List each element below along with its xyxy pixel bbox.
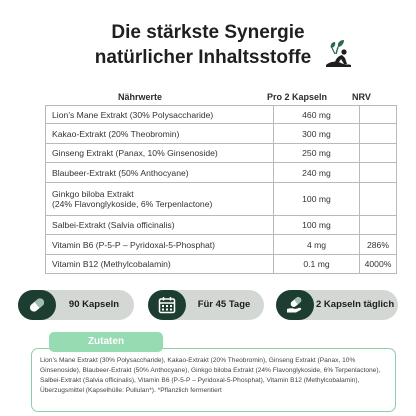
row-amount: 300 mg [274,124,360,144]
table-row [46,106,397,124]
badge-daily-dose [276,290,398,320]
row-nrv [360,144,397,163]
row-name [46,183,274,216]
row-name: Vitamin B6 (P-5-P – Pyridoxal-5-Phosphat) [46,235,274,255]
row-name: Salbei-Extrakt (Salvia officinalis) [46,216,274,235]
badge-label: Für 45 Tage [197,299,251,310]
ingredients-text: Lion’s Mane Extrakt (30% Polysaccharide), Kakao-Extrakt (20% Theobromin), Ginseng Extrakt (Panax, 10% Ginsenoside), Blaubeer-Extrakt (50% Anthocyane), Ginkgo biloba Extrakt (24% Flavonglykoside, 6% Terpenlactone), Salbei-Extrakt (Salvia officinalis), Vitamin B6 (P-5-P – Pyridoxal-5-Phosphat), Vitamin B12 (Methylcobalamin), Überzugsmittel (Kapselhülle: Pullulan*). *Pflanzlich fermentiert [40,357,381,394]
row-nrv [360,216,397,235]
badge-duration [148,290,264,320]
headline-line-1: Die stärkste Synergie [111,22,305,43]
row-amount: 460 mg [274,106,360,124]
table-row [46,216,397,235]
row-name-line-2: (24% Flavonglykoside, 6% Terpenlactone) [52,199,213,209]
capsule-icon [27,295,47,315]
row-name: Blaubeer-Extrakt (50% Anthocyane) [46,163,274,183]
row-name-line-1: Ginkgo biloba Extrakt [52,189,134,199]
row-nrv [360,163,397,183]
table-row [46,235,397,255]
row-nrv: 286% [360,235,397,255]
capsule-in-hand-icon [285,295,305,315]
row-nrv: 4000% [360,255,397,274]
headline-line-2: natürlicher Inhaltsstoffe [94,47,312,68]
row-amount: 240 mg [274,163,360,183]
row-nrv [360,183,397,216]
badge-label: 2 Kapseln täglich [316,299,395,310]
calendar-icon [157,295,177,315]
row-amount: 250 mg [274,144,360,163]
column-header-pro-2-kapseln: Pro 2 Kapseln [267,92,328,102]
row-nrv [360,106,397,124]
column-header-nrv: NRV [352,92,371,102]
nutrition-table [45,105,397,274]
table-row [46,183,397,216]
row-amount: 100 mg [274,183,360,216]
row-name: Vitamin B12 (Methylcobalamin) [46,255,274,274]
ingredients-title: Zutaten [49,332,163,352]
table-row [46,255,397,274]
row-nrv [360,124,397,144]
column-header-naehrwerte: Nährwerte [118,92,163,102]
row-amount: 100 mg [274,216,360,235]
row-name: Lion’s Mane Extrakt (30% Polysaccharide) [46,106,274,124]
table-row [46,124,397,144]
table-row [46,163,397,183]
badge-capsule-count [18,290,134,320]
badge-label: 90 Kapseln [68,299,120,310]
row-amount: 0.1 mg [274,255,360,274]
row-name: Ginseng Extrakt (Panax, 10% Ginsenoside) [46,144,274,163]
row-name: Kakao-Extrakt (20% Theobromin) [46,124,274,144]
row-amount: 4 mg [274,235,360,255]
person-planting-tree-icon [323,38,353,68]
headline [0,20,416,70]
table-row [46,144,397,163]
